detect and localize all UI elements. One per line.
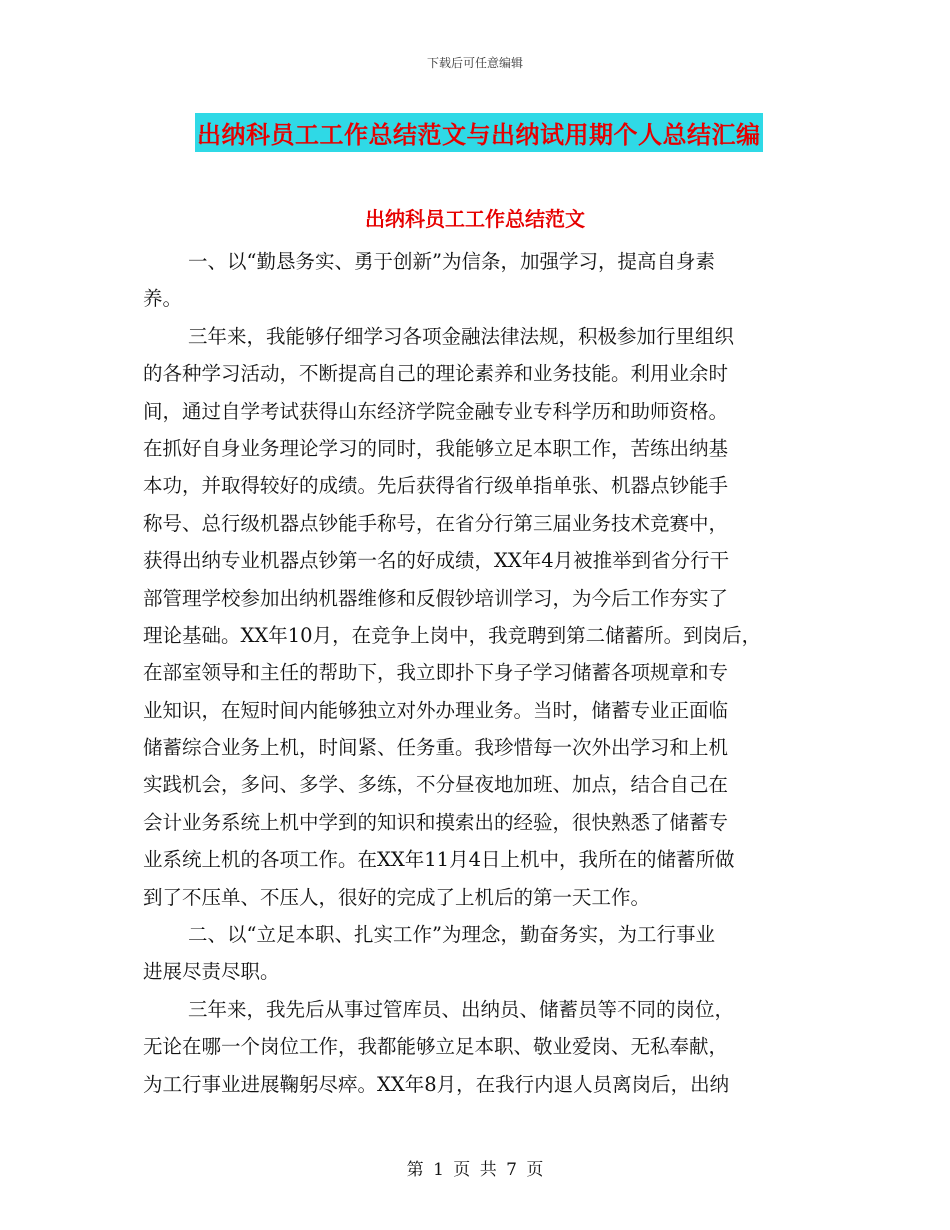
paragraph-line: 养。 bbox=[143, 287, 183, 311]
paragraph-line: 间，通过自学考试获得山东经济学院金融专业专科学历和助师资格。 bbox=[143, 399, 729, 423]
paragraph-line: 在部室领导和主任的帮助下，我立即扑下身子学习储蓄各项规章和专 bbox=[143, 661, 729, 685]
paragraph-line: 二、以“立足本职、扎实工作”为理念，勤奋务实，为工行事业 bbox=[188, 923, 715, 947]
paragraph-line: 为工行事业进展鞠躬尽瘁。XX年8月，在我行内退人员离岗后，出纳 bbox=[143, 1072, 730, 1096]
paragraph-line: 实践机会，多问、多学、多练，不分昼夜地加班、加点，结合自己在 bbox=[143, 773, 729, 797]
document-main-title: 出纳科员工工作总结范文与出纳试用期个人总结汇编 bbox=[195, 113, 763, 152]
paragraph-line: 一、以“勤恳务实、勇于创新”为信条，加强学习，提高自身素 bbox=[188, 250, 715, 273]
paragraph-line: 三年来，我先后从事过管库员、出纳员、储蓄员等不同的岗位， bbox=[188, 997, 735, 1021]
paragraph-line: 业系统上机的各项工作。在XX年11月4日上机中，我所在的储蓄所做 bbox=[143, 848, 735, 872]
paragraph-line: 业知识，在短时间内能够独立对外办理业务。当时，储蓄专业正面临 bbox=[143, 698, 729, 722]
page-footer: 第 1 页 共 7 页 bbox=[406, 1160, 544, 1180]
paragraph-line: 理论基础。XX年10月，在竞争上岗中，我竞聘到第二储蓄所。到岗后， bbox=[143, 623, 762, 647]
paragraph-line: 三年来，我能够仔细学习各项金融法律法规，积极参加行里组织 bbox=[188, 324, 735, 348]
paragraph-line: 在抓好自身业务理论学习的同时，我能够立足本职工作，苦练出纳基 bbox=[143, 436, 729, 460]
paragraph-line: 储蓄综合业务上机，时间紧、任务重。我珍惜每一次外出学习和上机 bbox=[143, 736, 729, 760]
paragraph-line: 进展尽责尽职。 bbox=[143, 960, 280, 984]
paragraph-line: 到了不压单、不压人，很好的完成了上机后的第一天工作。 bbox=[143, 885, 651, 909]
paragraph-line: 无论在哪一个岗位工作，我都能够立足本职、敬业爱岗、无私奉献， bbox=[143, 1035, 729, 1059]
paragraph-line: 获得出纳专业机器点钞第一名的好成绩，XX年4月被推举到省分行干 bbox=[143, 549, 730, 573]
header-note: 下载后可任意编辑 bbox=[426, 56, 523, 70]
body-text bbox=[143, 243, 833, 1103]
paragraph-line: 本功，并取得较好的成绩。先后获得省行级单指单张、机器点钞能手 bbox=[143, 474, 729, 498]
paragraph-line: 会计业务系统上机中学到的知识和摸索出的经验，很快熟悉了储蓄专 bbox=[143, 810, 729, 834]
paragraph-line: 称号、总行级机器点钞能手称号，在省分行第三届业务技术竞赛中， bbox=[143, 511, 729, 535]
paragraph-line: 部管理学校参加出纳机器维修和反假钞培训学习，为今后工作夯实了 bbox=[143, 586, 729, 610]
paragraph-line: 的各种学习活动，不断提高自己的理论素养和业务技能。利用业余时 bbox=[143, 362, 729, 386]
section-title: 出纳科员工工作总结范文 bbox=[365, 207, 585, 231]
